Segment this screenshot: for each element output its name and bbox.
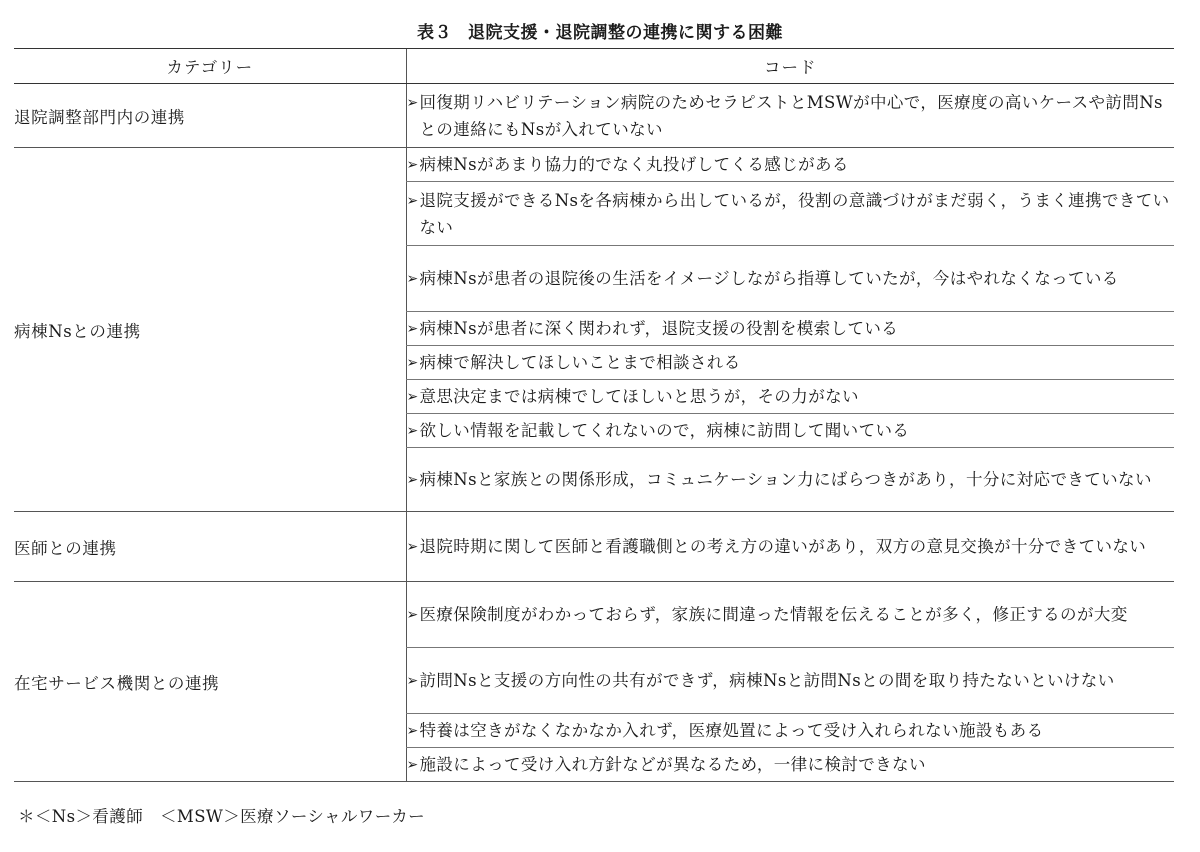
code-text: 意思決定までは病棟でしてほしいと思うが，その力がない <box>419 386 859 406</box>
arrow-bullet-icon: ➢ <box>406 320 419 337</box>
code-cell <box>406 346 1174 380</box>
code-cell <box>406 182 1174 246</box>
arrow-bullet-icon: ➢ <box>406 388 419 405</box>
arrow-bullet-icon: ➢ <box>406 192 419 209</box>
table-row <box>14 582 1174 648</box>
code-cell <box>406 246 1174 312</box>
category-cell: 在宅サービス機関との連携 <box>14 582 406 782</box>
difficulty-table <box>14 48 1174 782</box>
arrow-bullet-icon: ➢ <box>406 538 419 555</box>
footnote: ＊＜Ns＞看護師 ＜MSW＞医療ソーシャルワーカー <box>18 807 426 826</box>
code-text: 回復期リハビリテーション病院のためセラピストとMSWが中心で，医療度の高いケースや訪問Nsとの連絡にもNsが入れていない <box>419 92 1163 139</box>
code-item <box>407 187 1175 241</box>
code-cell <box>406 648 1174 714</box>
category-cell: 医師との連携 <box>14 512 406 582</box>
arrow-bullet-icon: ➢ <box>406 354 419 371</box>
code-item <box>407 383 1175 411</box>
code-cell <box>406 448 1174 512</box>
code-cell <box>406 748 1174 782</box>
code-item <box>407 89 1175 143</box>
code-item <box>407 349 1175 377</box>
code-cell <box>406 512 1174 582</box>
code-text: 特養は空きがなくなかなか入れず，医療処置によって受け入れられない施設もある <box>419 720 1044 740</box>
code-text: 病棟で解決してほしいことまで相談される <box>419 352 741 372</box>
arrow-bullet-icon: ➢ <box>406 471 419 488</box>
code-text: 欲しい情報を記載してくれないので，病棟に訪問して聞いている <box>419 420 910 440</box>
arrow-bullet-icon: ➢ <box>406 672 419 689</box>
arrow-bullet-icon: ➢ <box>406 422 419 439</box>
code-text: 病棟Nsが患者に深く関われず，退院支援の役割を模索している <box>419 318 899 338</box>
code-text: 医療保険制度がわかっておらず，家族に間違った情報を伝えることが多く，修正するのが大変 <box>419 604 1128 624</box>
code-cell <box>406 84 1174 148</box>
table-caption <box>0 18 1200 43</box>
arrow-bullet-icon: ➢ <box>406 722 419 739</box>
code-text: 病棟Nsがあまり協力的でなく丸投げしてくる感じがある <box>419 154 849 174</box>
code-cell <box>406 148 1174 182</box>
table-row <box>14 84 1174 148</box>
code-item <box>407 717 1175 745</box>
header-row <box>14 49 1174 84</box>
code-header: コード <box>406 49 1174 84</box>
arrow-bullet-icon: ➢ <box>406 156 419 173</box>
code-item <box>407 667 1175 695</box>
code-item <box>407 151 1175 179</box>
arrow-bullet-icon: ➢ <box>406 606 419 623</box>
code-item <box>407 533 1175 561</box>
code-text: 訪問Nsと支援の方向性の共有ができず，病棟Nsと訪問Nsとの間を取り持たないといけない <box>419 670 1115 690</box>
code-cell <box>406 312 1174 346</box>
table-number: 表３ <box>417 23 452 43</box>
code-text: 退院支援ができるNsを各病棟から出しているが，役割の意識づけがまだ弱く，うまく連携できていない <box>419 190 1170 237</box>
table-row <box>14 148 1174 182</box>
code-item <box>407 601 1175 629</box>
code-cell <box>406 380 1174 414</box>
arrow-bullet-icon: ➢ <box>406 94 419 111</box>
category-cell: 病棟Nsとの連携 <box>14 148 406 512</box>
code-cell <box>406 714 1174 748</box>
category-header: カテゴリー <box>14 49 406 84</box>
code-text: 施設によって受け入れ方針などが異なるため，一律に検討できない <box>419 754 926 774</box>
code-text: 病棟Nsが患者の退院後の生活をイメージしながら指導していたが，今はやれなくなっている <box>419 268 1119 288</box>
code-item <box>407 751 1175 779</box>
code-item <box>407 315 1175 343</box>
code-item <box>407 417 1175 445</box>
table-row <box>14 512 1174 582</box>
category-cell: 退院調整部門内の連携 <box>14 84 406 148</box>
code-cell <box>406 414 1174 448</box>
code-text: 病棟Nsと家族との関係形成，コミュニケーション力にばらつきがあり，十分に対応できていない <box>419 469 1152 489</box>
code-item <box>407 466 1175 494</box>
table-body <box>14 84 1174 782</box>
arrow-bullet-icon: ➢ <box>406 270 419 287</box>
code-cell <box>406 582 1174 648</box>
table-title: 退院支援・退院調整の連携に関する困難 <box>468 23 783 43</box>
arrow-bullet-icon: ➢ <box>406 756 419 773</box>
code-text: 退院時期に関して医師と看護職側との考え方の違いがあり，双方の意見交換が十分できていない <box>419 536 1147 556</box>
code-item <box>407 265 1175 293</box>
